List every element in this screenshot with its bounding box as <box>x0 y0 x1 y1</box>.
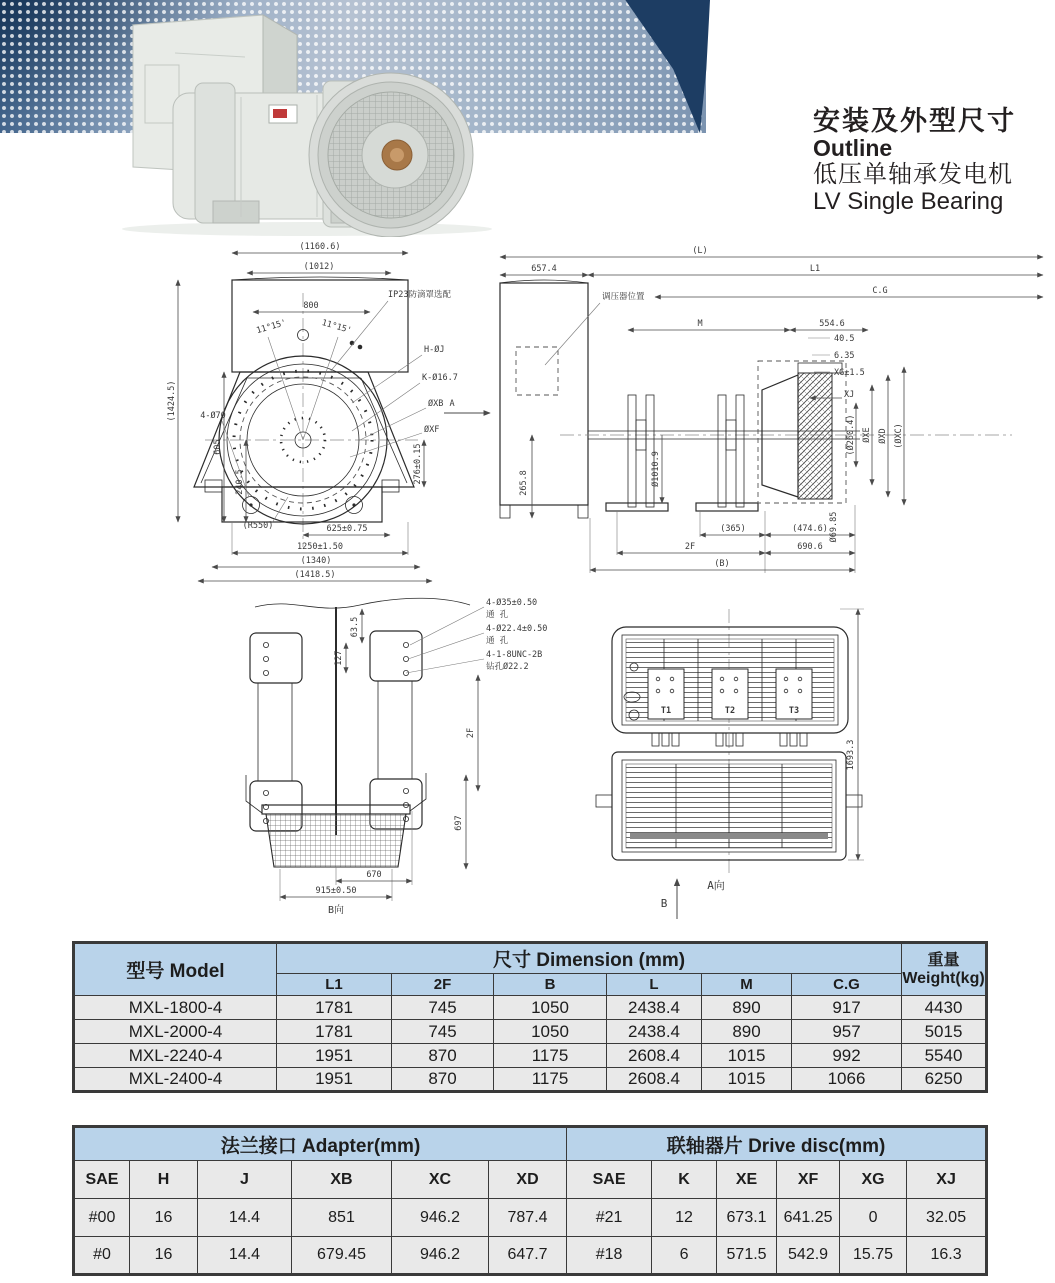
dim-label: 915±0.50 <box>315 886 357 896</box>
value-cell: 1015 <box>702 1044 792 1068</box>
value-cell: 890 <box>702 996 792 1020</box>
value-cell: 16 <box>130 1237 198 1275</box>
dim-label: 40.5 <box>834 334 855 344</box>
col-header: XJ <box>907 1161 987 1199</box>
value-cell: 673.1 <box>717 1199 777 1237</box>
dim-label: C.G <box>872 286 888 296</box>
col-header: K <box>652 1161 717 1199</box>
table-row <box>74 1044 987 1068</box>
value-cell: 6 <box>652 1237 717 1275</box>
value-cell: 1050 <box>494 1020 607 1044</box>
hole-note: 4-Ø22.4±0.50 <box>486 624 548 634</box>
dim-label: (1418.5) <box>294 570 336 580</box>
dim-label: ØXD <box>878 428 888 444</box>
dim-label: 800 <box>303 301 319 311</box>
value-cell: 12 <box>652 1199 717 1237</box>
dim-label: M <box>697 319 703 329</box>
dim-label: 625±0.75 <box>326 524 368 534</box>
value-cell: 2608.4 <box>607 1068 702 1092</box>
dim-label: 2F <box>466 727 476 739</box>
table-row <box>74 1199 987 1237</box>
dim-label: (1012) <box>303 262 335 272</box>
front-cage <box>309 73 473 237</box>
dim-label: XJ <box>844 390 855 400</box>
dim-label: 690.6 <box>797 542 823 552</box>
note-ip23: IP23防滴罩选配 <box>388 290 451 300</box>
hole-note: 4-1-8UNC-2B <box>486 650 543 660</box>
dim-label: 554.6 <box>819 319 845 329</box>
value-cell: 851 <box>292 1199 392 1237</box>
col-header: B <box>494 974 607 996</box>
col-header: XD <box>489 1161 567 1199</box>
value-cell: 15.75 <box>840 1237 907 1275</box>
side-view-drawing <box>444 246 1043 573</box>
col-header: C.G <box>792 974 902 996</box>
angle-label: 11°15' <box>255 318 288 337</box>
dim-label: 240.5 <box>235 469 245 495</box>
value-cell: 14.4 <box>198 1237 292 1275</box>
page-subtitle-en: LV Single Bearing <box>813 187 1004 215</box>
arrow-label-b: B <box>660 897 668 910</box>
value-cell: 679.45 <box>292 1237 392 1275</box>
value-cell: 2438.4 <box>607 996 702 1020</box>
col-header: L <box>607 974 702 996</box>
adapter-section-header: 法兰接口 Adapter(mm) <box>74 1127 567 1161</box>
col-header-weight <box>902 943 987 996</box>
label-4-70: 4-Ø70 <box>200 411 226 421</box>
page-subtitle-zh: 低压单轴承发电机 <box>813 160 1013 188</box>
value-cell: 647.7 <box>489 1237 567 1275</box>
value-cell: 2608.4 <box>607 1044 702 1068</box>
col-header: XF <box>777 1161 840 1199</box>
value-cell: 992 <box>792 1044 902 1068</box>
col-header: SAE <box>74 1161 130 1199</box>
view-label-b: B向 <box>327 905 345 916</box>
table-row <box>74 1237 987 1275</box>
value-cell: 16 <box>130 1199 198 1237</box>
value-cell: 890 <box>702 1020 792 1044</box>
drive-disc-section-header: 联轴器片 Drive disc(mm) <box>567 1127 987 1161</box>
value-cell: 946.2 <box>392 1237 489 1275</box>
dim-label: (1424.5) <box>167 380 177 422</box>
dim-label: ØXE <box>862 427 872 443</box>
value-cell: 14.4 <box>198 1199 292 1237</box>
dim-label: XG±1.5 <box>834 368 865 378</box>
value-cell: 1050 <box>494 996 607 1020</box>
col-header-model: 型号 Model <box>74 943 277 996</box>
value-cell: 542.9 <box>777 1237 840 1275</box>
view-label-a: A向 <box>707 879 725 892</box>
value-cell: 16.3 <box>907 1237 987 1275</box>
dim-label: (ØXC) <box>894 423 904 449</box>
generator-photo <box>45 5 515 237</box>
dim-label: 127 <box>334 650 344 666</box>
value-cell: 787.4 <box>489 1199 567 1237</box>
page-title-en: Outline <box>813 135 893 162</box>
value-cell: 2438.4 <box>607 1020 702 1044</box>
model-cell: MXL-2240-4 <box>74 1044 277 1068</box>
adapter-drive-table <box>72 1125 988 1276</box>
value-cell: 870 <box>392 1044 494 1068</box>
col-header-dimension: 尺寸 Dimension (mm) <box>277 943 902 974</box>
terminal-studs <box>652 733 807 746</box>
value-cell: 1951 <box>277 1068 392 1092</box>
model-cell: MXL-2000-4 <box>74 1020 277 1044</box>
value-cell: 917 <box>792 996 902 1020</box>
foot-view-drawing <box>246 597 547 916</box>
dim-label: 6.35 <box>834 351 855 361</box>
col-header: XC <box>392 1161 489 1199</box>
value-cell: 1015 <box>702 1068 792 1092</box>
dim-label: 2F <box>684 542 696 552</box>
table-row <box>74 996 987 1020</box>
weight-header-en: Weight(kg) <box>902 969 985 987</box>
angle-label: 11°15' <box>320 318 353 337</box>
value-cell: 745 <box>392 1020 494 1044</box>
value-cell: 870 <box>392 1068 494 1092</box>
note-regulator: 调压器位置 <box>602 292 645 302</box>
hole-note: 通 孔 <box>486 636 509 646</box>
dim-label: 657.4 <box>531 264 557 274</box>
value-cell: 745 <box>392 996 494 1020</box>
dim-label: 276±0.15 <box>413 443 423 485</box>
value-cell: 0 <box>840 1199 907 1237</box>
dim-label: (L) <box>692 246 708 256</box>
col-header: J <box>198 1161 292 1199</box>
col-header: H <box>130 1161 198 1199</box>
dim-label: (Ø260.4) <box>846 414 856 456</box>
weight-cell: 5540 <box>902 1044 987 1068</box>
dimension-table <box>72 941 988 1093</box>
weight-header-zh: 重量 <box>927 951 960 969</box>
value-cell: 32.05 <box>907 1199 987 1237</box>
value-cell: #00 <box>74 1199 130 1237</box>
label-xb: ØXB <box>428 399 444 409</box>
dim-label: (B) <box>714 559 730 569</box>
dim-label: 605 <box>213 439 223 455</box>
page-title-zh: 安装及外型尺寸 <box>813 106 1016 136</box>
value-cell: 957 <box>792 1020 902 1044</box>
hole-note: 通 孔 <box>486 610 509 620</box>
value-cell: 1175 <box>494 1044 607 1068</box>
value-cell: 571.5 <box>717 1237 777 1275</box>
top-view-drawing <box>596 609 864 919</box>
hole-note: 4-Ø35±0.50 <box>486 598 538 608</box>
col-header: 2F <box>392 974 494 996</box>
col-header: XB <box>292 1161 392 1199</box>
dim-label: Ø69.85 <box>829 511 839 543</box>
weight-cell: 6250 <box>902 1068 987 1092</box>
model-cell: MXL-1800-4 <box>74 996 277 1020</box>
col-header: XE <box>717 1161 777 1199</box>
dim-label: (1160.6) <box>299 242 341 252</box>
value-cell: 1951 <box>277 1044 392 1068</box>
model-cell: MXL-2400-4 <box>74 1068 277 1092</box>
dim-label: 63.5 <box>350 616 360 638</box>
dim-label: (365) <box>720 524 746 534</box>
label-r550: (R550) <box>242 521 274 531</box>
dim-label: (474.6) <box>792 524 828 534</box>
value-cell: #18 <box>567 1237 652 1275</box>
table-row <box>74 1020 987 1044</box>
section-label-a: A <box>449 399 455 409</box>
front-view-drawing <box>167 242 458 581</box>
hole-note: 钻孔Ø22.2 <box>486 662 529 672</box>
terminal-t1: T1 <box>660 706 672 716</box>
value-cell: 946.2 <box>392 1199 489 1237</box>
weight-cell: 5015 <box>902 1020 987 1044</box>
dim-label: 1693.3 <box>846 739 856 771</box>
col-header: SAE <box>567 1161 652 1199</box>
label-k: K-Ø16.7 <box>422 373 458 383</box>
value-cell: #21 <box>567 1199 652 1237</box>
value-cell: 1781 <box>277 1020 392 1044</box>
label-xf: ØXF <box>424 425 440 435</box>
dim-label: 670 <box>366 870 382 880</box>
value-cell: 1066 <box>792 1068 902 1092</box>
col-header: L1 <box>277 974 392 996</box>
value-cell: 1781 <box>277 996 392 1020</box>
dim-label: L1 <box>809 264 821 274</box>
terminal-t2: T2 <box>724 706 736 716</box>
value-cell: 1175 <box>494 1068 607 1092</box>
col-header: XG <box>840 1161 907 1199</box>
dim-label: 697 <box>454 815 464 831</box>
dim-label: Ø1010.9 <box>651 451 661 487</box>
terminal-t3: T3 <box>788 706 800 716</box>
label-hj: H-ØJ <box>424 345 445 355</box>
title-block <box>813 106 1016 216</box>
col-header: M <box>702 974 792 996</box>
dim-label: (1340) <box>300 556 332 566</box>
value-cell: #0 <box>74 1237 130 1275</box>
table-row <box>74 1068 987 1092</box>
dim-label: 265.8 <box>519 470 529 496</box>
dim-label: 1250±1.50 <box>296 542 344 552</box>
technical-drawings <box>0 235 1055 935</box>
weight-cell: 4430 <box>902 996 987 1020</box>
value-cell: 641.25 <box>777 1199 840 1237</box>
